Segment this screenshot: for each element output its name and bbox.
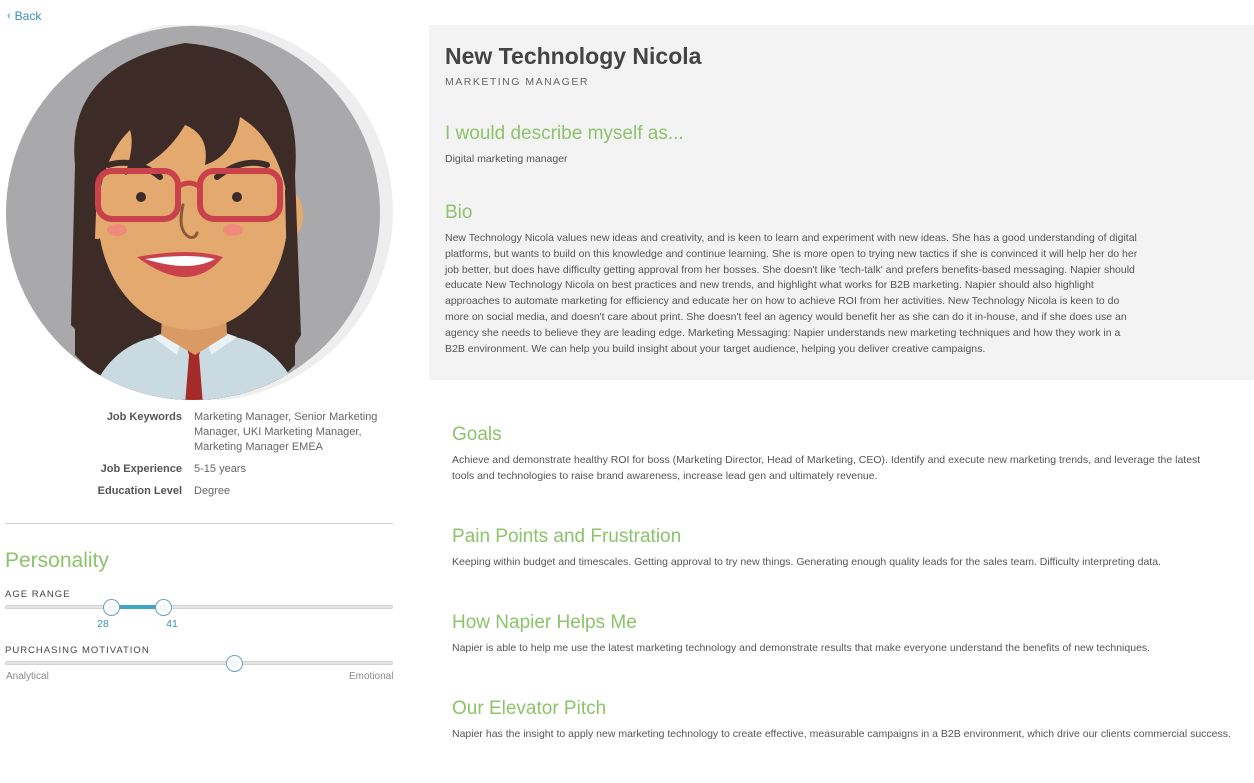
- info-row-education: [5, 484, 393, 499]
- motivation-right-label: Emotional: [349, 671, 394, 682]
- goals-text: Achieve and demonstrate healthy ROI for boss (Marketing Director, Head of Marketing, CEO). Identify and execute new marketing trends, and leverage the latest tools and technologies to raise brand awareness, increase lead gen and ultimately revenue.: [452, 454, 1201, 482]
- goals-title: Goals: [452, 424, 502, 445]
- info-row-experience: [5, 462, 393, 477]
- persona-role: MARKETING MANAGER: [445, 76, 589, 88]
- pain-title: Pain Points and Frustration: [452, 526, 682, 547]
- personality-title: Personality: [5, 549, 109, 572]
- helps-text: Napier is able to help me use the latest marketing technology and demonstrate results that make everyone understand the benefits of new techniques.: [452, 642, 1151, 654]
- motivation-label: PURCHASING MOTIVATION: [5, 645, 150, 656]
- pain-text: Keeping within budget and timescales. Getting approval to try new things. Generating enough quality leads for the sales team. Difficulty interpreting data.: [452, 556, 1161, 568]
- helps-title: How Napier Helps Me: [452, 612, 637, 633]
- persona-avatar: [5, 25, 395, 400]
- bio-text: New Technology Nicola values new ideas and creativity, and is keen to learn and experiment with new ideas. She has a good understanding of digital platforms, but wants to build on this knowledge and continue learning. She is more open to trying new tactics if she is convinced it will help her do her job better, but does have difficulty getting approval from her bosses. She doesn't like 'tech-talk' and prefers benefits-based messaging. Napier should educate New Technology Nicola on best practices and new trends, and highlight what works for B2B marketing. Napier should also highlight approaches to automate marketing for efficiency and educate her on how to achieve ROI from her activities. New Technology Nicola is keen to do more on social media, and doesn't care about print. She doesn't feel an agency would benefit her as she can do it in-house, and if she does use an agency she needs to believe they are leading edge. Marketing Messaging: Napier understands new marketing techniques and how they work in a B2B environment. We can help you build insight about your target audience, helping you deliver creative campaigns.: [445, 232, 1138, 355]
- age-max-value: 41: [166, 618, 178, 630]
- age-min-value: 28: [97, 618, 109, 630]
- age-range-label: AGE RANGE: [5, 589, 71, 600]
- age-max-handle[interactable]: [155, 599, 172, 616]
- persona-info: [5, 410, 393, 506]
- motivation-handle[interactable]: [226, 655, 243, 672]
- describe-title: I would describe myself as...: [445, 123, 684, 144]
- info-label: Job Keywords: [106, 411, 182, 423]
- age-range-track[interactable]: [5, 605, 393, 609]
- info-label: Job Experience: [100, 463, 182, 475]
- back-link[interactable]: [7, 9, 41, 23]
- motivation-left-label: Analytical: [6, 671, 49, 682]
- pitch-title: Our Elevator Pitch: [452, 698, 607, 719]
- persona-name: New Technology Nicola: [445, 43, 702, 69]
- divider: [5, 523, 393, 524]
- bio-title: Bio: [445, 202, 473, 223]
- motivation-track[interactable]: [5, 661, 393, 665]
- chevron-left-icon: ‹: [7, 10, 11, 22]
- pitch-text: Napier has the insight to apply new marketing technology to create effective, measurable campaigns in a B2B environment, which drive our clients commercial success.: [452, 728, 1231, 740]
- info-value: Marketing Manager, Senior Marketing Manager, UKI Marketing Manager, Marketing Manager EMEA: [194, 411, 378, 453]
- info-value: Degree: [194, 485, 231, 497]
- info-label: Education Level: [97, 485, 182, 497]
- back-label: Back: [14, 9, 42, 23]
- info-row-keywords: [5, 410, 393, 455]
- describe-text: Digital marketing manager: [445, 153, 568, 165]
- info-value: 5-15 years: [194, 463, 246, 475]
- age-min-handle[interactable]: [103, 599, 120, 616]
